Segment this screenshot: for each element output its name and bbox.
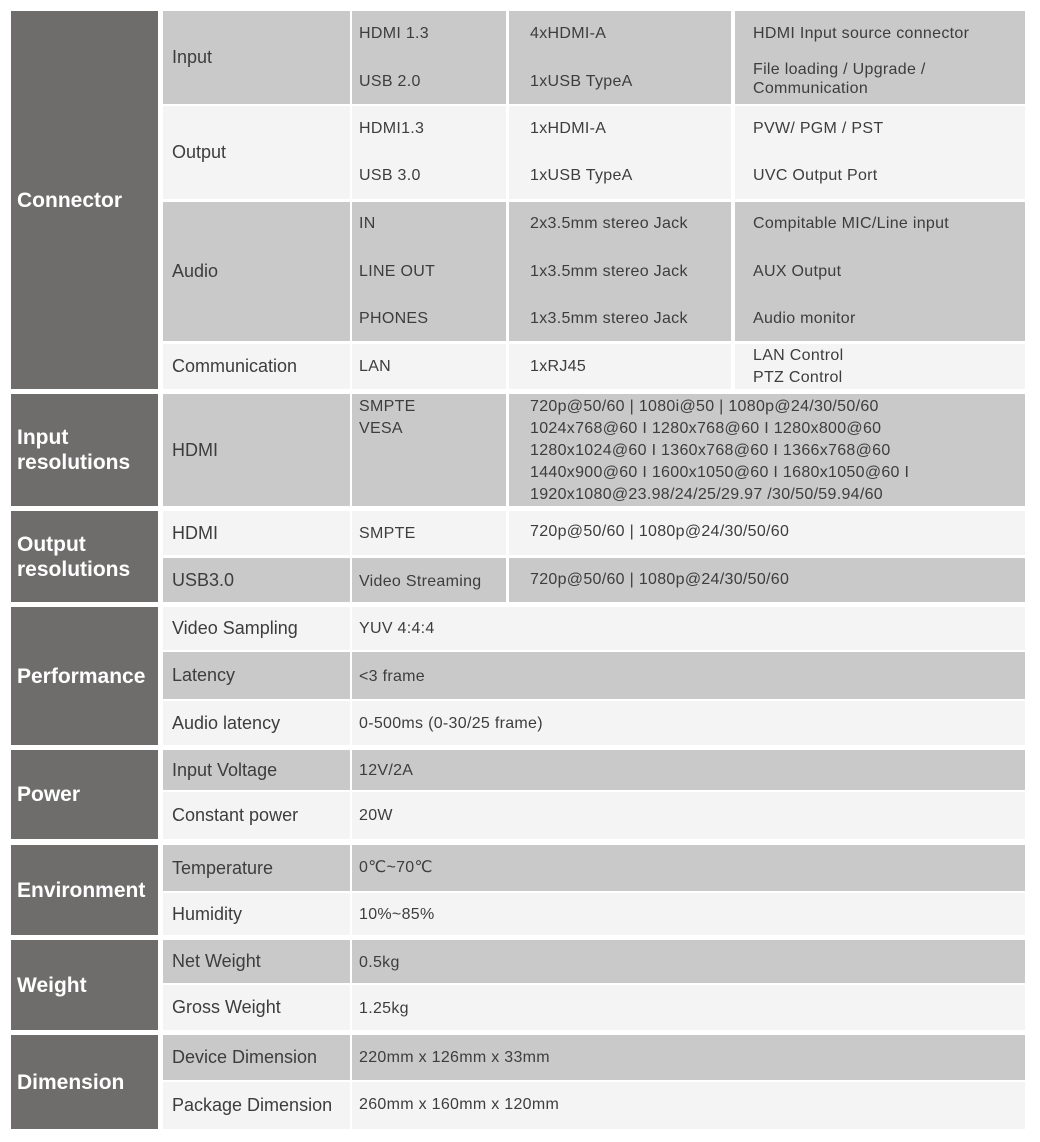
label-text: Output bbox=[172, 142, 227, 162]
row-label-video-sampling bbox=[163, 607, 350, 650]
resolution-line: 1920x1080@23.98/24/25/29.97 /30/50/59.94/60 bbox=[530, 486, 883, 503]
desc-text: AUX Output bbox=[753, 263, 842, 280]
value-text: 260mm x 160mm x 120mm bbox=[359, 1096, 560, 1113]
label-text: Input Voltage bbox=[172, 759, 278, 780]
standard-text: SMPTE bbox=[359, 525, 416, 542]
title-line: Input bbox=[17, 426, 69, 449]
row-label-constant-power bbox=[163, 792, 350, 839]
value-text: 220mm x 126mm x 33mm bbox=[359, 1049, 550, 1066]
value-text: YUV 4:4:4 bbox=[359, 620, 435, 637]
audio-desc-cell bbox=[735, 202, 1025, 341]
port-text: HDMI1.3 bbox=[359, 120, 425, 137]
value-cell bbox=[352, 940, 1025, 983]
port-text: PHONES bbox=[359, 310, 429, 327]
label-text: Package Dimension bbox=[172, 1095, 333, 1115]
category-dimension bbox=[11, 1035, 158, 1129]
label-text: Device Dimension bbox=[172, 1047, 318, 1067]
category-connector bbox=[11, 11, 158, 389]
category-output-resolutions bbox=[11, 511, 158, 602]
row-label-output bbox=[163, 106, 350, 199]
value-cell bbox=[352, 652, 1025, 699]
label-text: Gross Weight bbox=[172, 997, 281, 1017]
output-qty-cell bbox=[509, 106, 731, 199]
value-cell bbox=[352, 845, 1025, 891]
category-title: Power bbox=[17, 783, 81, 806]
title-line: resolutions bbox=[17, 557, 131, 581]
row-label-input-voltage bbox=[163, 750, 350, 790]
qty-text: 1xHDMI-A bbox=[530, 120, 607, 137]
qty-text: 1xUSB TypeA bbox=[530, 73, 633, 90]
row-label-gross-weight bbox=[163, 985, 350, 1030]
category-title: Connector bbox=[17, 188, 122, 212]
desc-text: PVW/ PGM / PST bbox=[753, 120, 884, 137]
communication-port-cell bbox=[352, 344, 506, 389]
port-text: LAN bbox=[359, 358, 392, 375]
label-text: Temperature bbox=[172, 857, 274, 878]
qty-text: 1x3.5mm stereo Jack bbox=[530, 310, 688, 327]
title-line: Output bbox=[17, 532, 86, 556]
desc-text: File loading / Upgrade / Communication bbox=[753, 61, 926, 97]
category-power bbox=[11, 750, 158, 839]
value-cell bbox=[352, 1035, 1025, 1080]
qty-text: 4xHDMI-A bbox=[530, 25, 607, 42]
input-res-values-cell bbox=[509, 394, 1025, 506]
port-text: HDMI 1.3 bbox=[359, 25, 429, 42]
output-res-standard-cell bbox=[352, 558, 506, 602]
desc-text: Compitable MIC/Line input bbox=[753, 215, 950, 232]
resolution-line: 1024x768@60 I 1280x768@60 I 1280x800@60 bbox=[530, 420, 882, 437]
value-text: 0℃~70℃ bbox=[359, 859, 433, 876]
category-title: Performance bbox=[17, 664, 146, 688]
category-title bbox=[17, 532, 130, 582]
row-label-hdmi bbox=[163, 394, 350, 506]
label-text: Humidity bbox=[172, 903, 243, 924]
desc-text: PTZ Control bbox=[753, 369, 843, 386]
qty-text: 1x3.5mm stereo Jack bbox=[530, 263, 688, 280]
value-cell bbox=[352, 607, 1025, 650]
category-performance bbox=[11, 607, 158, 745]
output-res-values-cell bbox=[509, 558, 1025, 602]
category-title bbox=[17, 425, 130, 475]
desc-text: LAN Control bbox=[753, 347, 844, 364]
value-text: 10%~85% bbox=[359, 906, 435, 923]
label-text: HDMI bbox=[172, 439, 218, 460]
label-text: Video Sampling bbox=[172, 618, 298, 638]
port-text: USB 2.0 bbox=[359, 73, 421, 90]
label-text: Communication bbox=[172, 356, 298, 376]
row-label-usb3 bbox=[163, 558, 350, 602]
port-text: IN bbox=[359, 215, 376, 232]
row-label-humidity bbox=[163, 893, 350, 935]
value-cell bbox=[352, 792, 1025, 839]
value-text: 12V/2A bbox=[359, 762, 414, 779]
audio-qty-cell bbox=[509, 202, 731, 341]
input-res-standard-cell bbox=[352, 394, 506, 506]
label-text: Input bbox=[172, 47, 213, 67]
standard-text: SMPTE bbox=[359, 398, 416, 415]
label-text: HDMI bbox=[172, 522, 218, 543]
category-weight bbox=[11, 940, 158, 1030]
label-text: Audio latency bbox=[172, 712, 281, 733]
row-label-temperature bbox=[163, 845, 350, 891]
value-text: 0-500ms (0-30/25 frame) bbox=[359, 715, 543, 732]
value-cell bbox=[352, 750, 1025, 790]
value-text: 1.25kg bbox=[359, 1000, 409, 1017]
label-text: Latency bbox=[172, 665, 236, 685]
row-label-package-dimension bbox=[163, 1082, 350, 1129]
row-label-audio bbox=[163, 202, 350, 341]
desc-text: Audio monitor bbox=[753, 310, 856, 327]
value-text: 0.5kg bbox=[359, 954, 400, 971]
communication-desc-cell bbox=[735, 344, 1025, 389]
row-label-latency bbox=[163, 652, 350, 699]
category-title: Environment bbox=[17, 878, 146, 902]
value-cell bbox=[352, 985, 1025, 1030]
resolution-line: 720p@50/60 | 1080p@24/30/50/60 bbox=[530, 523, 790, 540]
label-text: Constant power bbox=[172, 805, 299, 825]
category-environment bbox=[11, 845, 158, 935]
title-line: resolutions bbox=[17, 451, 131, 474]
value-cell bbox=[352, 893, 1025, 935]
port-text: USB 3.0 bbox=[359, 167, 421, 184]
row-label-hdmi bbox=[163, 511, 350, 555]
output-res-standard-cell bbox=[352, 511, 506, 555]
label-text: USB3.0 bbox=[172, 569, 235, 590]
resolution-line: 1280x1024@60 I 1360x768@60 I 1366x768@60 bbox=[530, 442, 891, 459]
value-text: 20W bbox=[359, 807, 393, 824]
value-cell bbox=[352, 701, 1025, 745]
row-label-input bbox=[163, 11, 350, 104]
qty-text: 1xUSB TypeA bbox=[530, 167, 633, 184]
input-qty-cell bbox=[509, 11, 731, 104]
qty-text: 1xRJ45 bbox=[530, 358, 587, 375]
category-title: Dimension bbox=[17, 1070, 125, 1094]
qty-text: 2x3.5mm stereo Jack bbox=[530, 215, 688, 232]
desc-text: HDMI Input source connector bbox=[753, 25, 970, 42]
output-port-cell bbox=[352, 106, 506, 199]
standard-text: VESA bbox=[359, 420, 403, 437]
value-text: <3 frame bbox=[359, 668, 425, 685]
resolution-line: 720p@50/60 | 1080p@24/30/50/60 bbox=[530, 571, 790, 588]
desc-text: UVC Output Port bbox=[753, 167, 878, 184]
value-cell bbox=[352, 1082, 1025, 1129]
row-label-device-dimension bbox=[163, 1035, 350, 1080]
output-desc-cell bbox=[735, 106, 1025, 199]
row-label-net-weight bbox=[163, 940, 350, 983]
label-text: Audio bbox=[172, 261, 219, 281]
row-label-audio-latency bbox=[163, 701, 350, 745]
standard-text: Video Streaming bbox=[359, 573, 482, 590]
label-text: Net Weight bbox=[172, 951, 261, 971]
category-input-resolutions bbox=[11, 394, 158, 506]
output-res-values-cell bbox=[509, 511, 1025, 555]
category-title: Weight bbox=[17, 973, 87, 997]
row-label-communication bbox=[163, 344, 350, 389]
communication-qty-cell bbox=[509, 344, 731, 389]
audio-port-cell bbox=[352, 202, 506, 341]
resolution-line: 1440x900@60 I 1600x1050@60 I 1680x1050@60 I bbox=[530, 464, 910, 481]
port-text: LINE OUT bbox=[359, 263, 436, 280]
input-port-cell bbox=[352, 11, 506, 104]
resolution-line: 720p@50/60 | 1080i@50 | 1080p@24/30/50/60 bbox=[530, 398, 879, 415]
input-desc-cell bbox=[735, 11, 1025, 104]
